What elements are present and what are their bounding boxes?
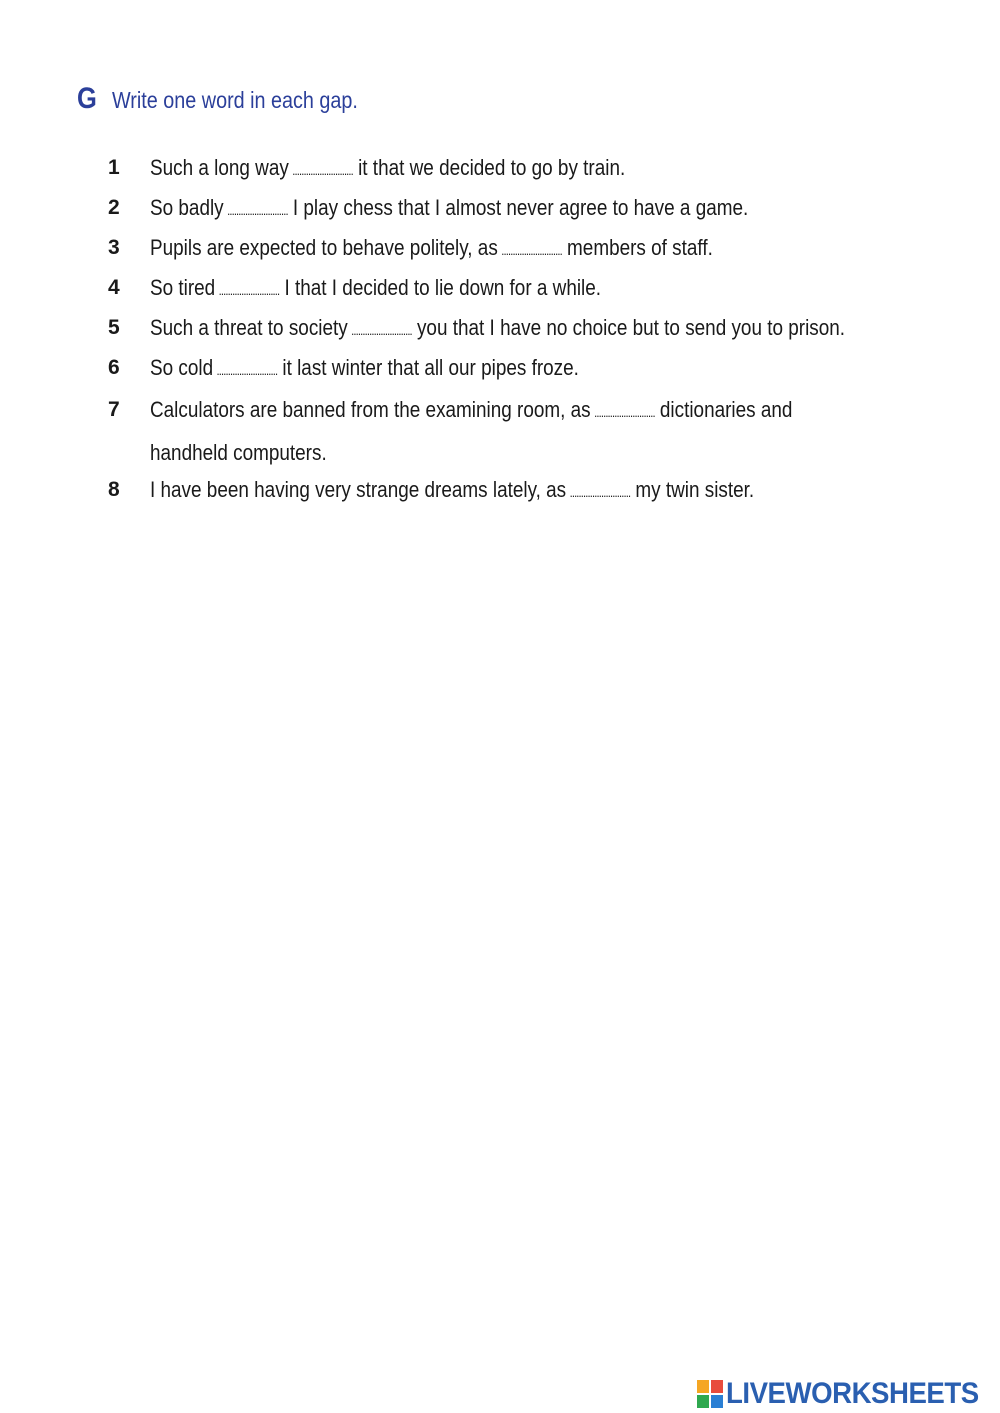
item-text-after: my twin sister. [635, 477, 755, 502]
answer-gap[interactable]: ........................... [292, 163, 353, 178]
item-text [150, 470, 855, 513]
item-text-before: So cold [150, 355, 214, 380]
answer-gap[interactable]: ........................... [227, 203, 288, 218]
item-text-after: members of staff. [567, 235, 713, 260]
item-number: 2 [108, 196, 120, 219]
item-text [150, 348, 855, 391]
item-text-before: Such a threat to society [150, 315, 348, 340]
exercise-header [77, 82, 398, 116]
item-text-after: you that I have no choice but to send you to prison. [416, 315, 846, 340]
item-text-line2: handheld computers. [150, 440, 327, 465]
answer-gap[interactable]: ........................... [216, 363, 278, 378]
liveworksheets-logo[interactable] [697, 1377, 1000, 1411]
item-number: 6 [108, 356, 120, 379]
answer-gap[interactable]: ........................... [569, 485, 631, 500]
logo-mark-icon [697, 1380, 723, 1408]
item-text-before: Pupils are expected to behave politely, as [150, 235, 498, 260]
item-number: 8 [108, 478, 120, 501]
exercise-letter: G [77, 82, 97, 115]
item-number: 3 [108, 236, 120, 259]
item-text [150, 308, 855, 351]
item-number: 7 [108, 398, 120, 421]
item-text [150, 390, 855, 473]
answer-gap[interactable]: ........................... [218, 283, 280, 298]
item-text-before: I have been having very strange dreams lately, as [150, 477, 567, 502]
item-text-after: it that we decided to go by train. [358, 155, 626, 180]
item-text-before: So badly [150, 195, 224, 220]
item-text-before: Such a long way [150, 155, 289, 180]
item-number: 1 [108, 156, 120, 179]
exercise-instruction: Write one word in each gap. [112, 87, 359, 113]
item-text [150, 228, 855, 271]
item-text-after: I that I decided to lie down for a while. [284, 275, 602, 300]
answer-gap[interactable]: ........................... [351, 323, 412, 338]
item-text-before: So tired [150, 275, 216, 300]
item-text [150, 148, 855, 191]
answer-gap[interactable]: ........................... [594, 405, 655, 420]
item-text-after: I play chess that I almost never agree to have a game. [292, 195, 749, 220]
item-number: 5 [108, 316, 120, 339]
logo-text: LIVEWORKSHEETS [726, 1377, 979, 1410]
item-text-before: Calculators are banned from the examining room, as [150, 397, 591, 422]
answer-gap[interactable]: ........................... [501, 243, 562, 258]
item-text-after: dictionaries and [659, 397, 793, 422]
item-number: 4 [108, 276, 120, 299]
item-text-after: it last winter that all our pipes froze. [282, 355, 579, 380]
item-text [150, 268, 855, 311]
item-text [150, 188, 855, 231]
